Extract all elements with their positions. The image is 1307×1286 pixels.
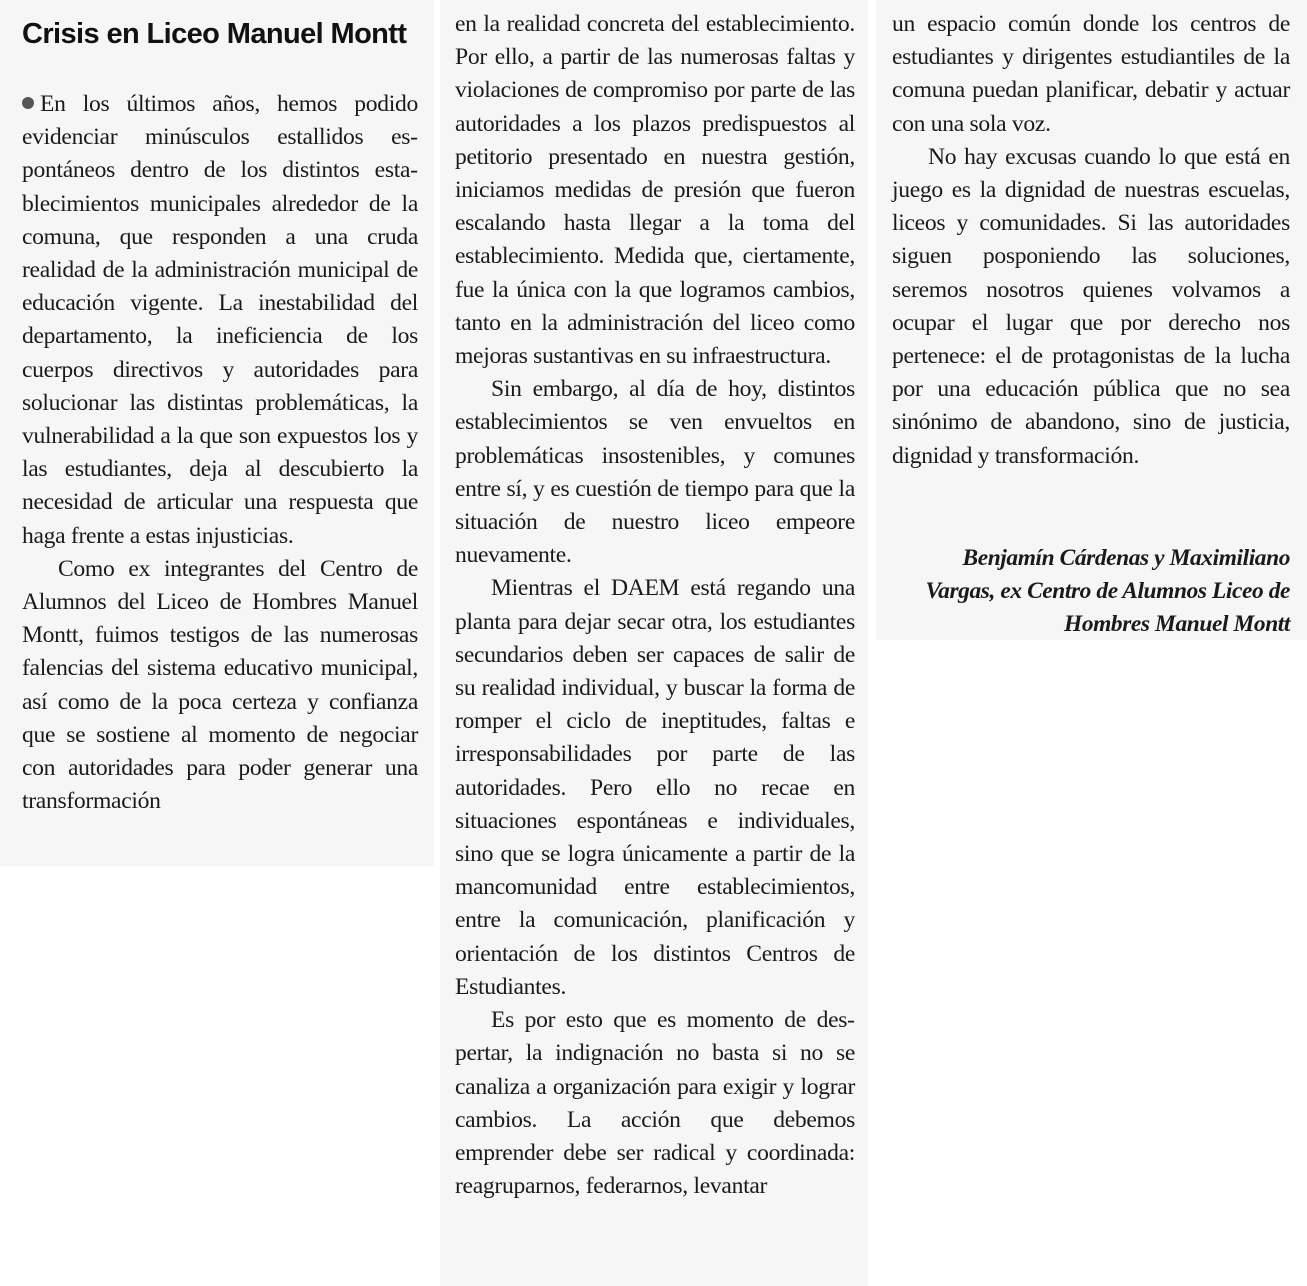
column-2-text	[455, 8, 855, 1203]
paragraph-6-text: No hay excusas cuando lo que está en juego es la dignidad de nuestras escuelas, liceos y comunidades. Si las autoridades siguen posponiendo las soluciones, seremos nosotros quienes volvamos a ocupar el lugar que por derecho nos pertenece: el de protagonistas de la lucha por una educación pública que no sea sinónimo de abandono, sino de justicia, dignidad y transformación.	[892, 143, 1290, 469]
paragraph-1-text: En los últimos años, hemos podido evidenciar minúsculos estallidos espontáneos dentro de los distintos establecimientos municipales alrededor de la comuna, que responden a una cruda realidad de la administración municipal de educación vigente. La inestabilidad del departamento, la ineficiencia de los cuerpos directivos y autoridades para solucionar las distintas problemáticas, la vulnerabilidad a la que son expuestos los y las estudiantes, deja al descubierto la necesidad de articular una respuesta que haga frente a estas injusticias.	[22, 91, 418, 549]
article-headline: Crisis en Liceo Manuel Montt	[22, 18, 407, 50]
paragraph-5-continued: un espacio común donde los centros de estudiantes y dirigentes estudiantiles de la comuna puedan planificar, debatir y actuar con una sola voz.	[892, 11, 1290, 137]
column-1-text	[22, 88, 418, 818]
paragraph-3-text: Sin embargo, al día de hoy, distintos establecimientos se ven envueltos en problemáticas insostenibles, y comunes entre sí, y es cuestión de tiempo para que la situación de nuestro liceo empeore nuevamente.	[455, 376, 855, 569]
paragraph-2-continued: en la realidad concreta del establecimiento. Por ello, a partir de las numerosas faltas y violaciones de compromiso por parte de las autoridades a los plazos predispuestos al petitorio presentado en nuestra gestión, iniciamos medidas de presión que fueron escalando hasta llegar a la toma del establecimiento. Medida que, ciertamente, fue la única con la que logramos cambios, tanto en la administración del liceo como mejoras sustantivas en su infraestructura.	[455, 11, 855, 370]
paragraph-2-text: Como ex integrantes del Centro de Alumnos del Liceo de Hombres Manuel Montt, fuimos testigos de las numerosas falencias del sistema educativo municipal, así como de la poca certeza y confianza que se sostiene al momento de negociar con autoridades para poder generar una transformación	[22, 555, 418, 815]
paragraph-4-text: Mientras el DAEM está regando una planta para dejar secar otra, los estudiantes secundarios deben ser capaces de salir de su realidad individual, y buscar la forma de romper el ciclo de ineptitudes, faltas e irresponsabilidades por parte de las autoridades. Pero ello no recae en situaciones espontáneas e individuales, sino que se logra únicamente a partir de la mancomunidad entre establecimientos, entre la comunicación, planificación y orientación de los distintos Centros de Estudiantes.	[455, 575, 855, 1000]
bullet-icon	[22, 97, 34, 109]
paragraph	[22, 88, 418, 553]
article-signature: Benjamín Cárdenas y Maximiliano Vargas, ex Centro de Alumnos Liceo de Hombres Manuel Montt	[925, 545, 1290, 638]
paragraph-5-text: Es por esto que es momento de despertar, la indignación no basta si no se canaliza a organización para exigir y lograr cambios. La acción que debemos emprender debe ser radical y coordinada: reagruparnos, federarnos, levantar	[455, 1007, 855, 1200]
column-3-text	[892, 8, 1290, 473]
